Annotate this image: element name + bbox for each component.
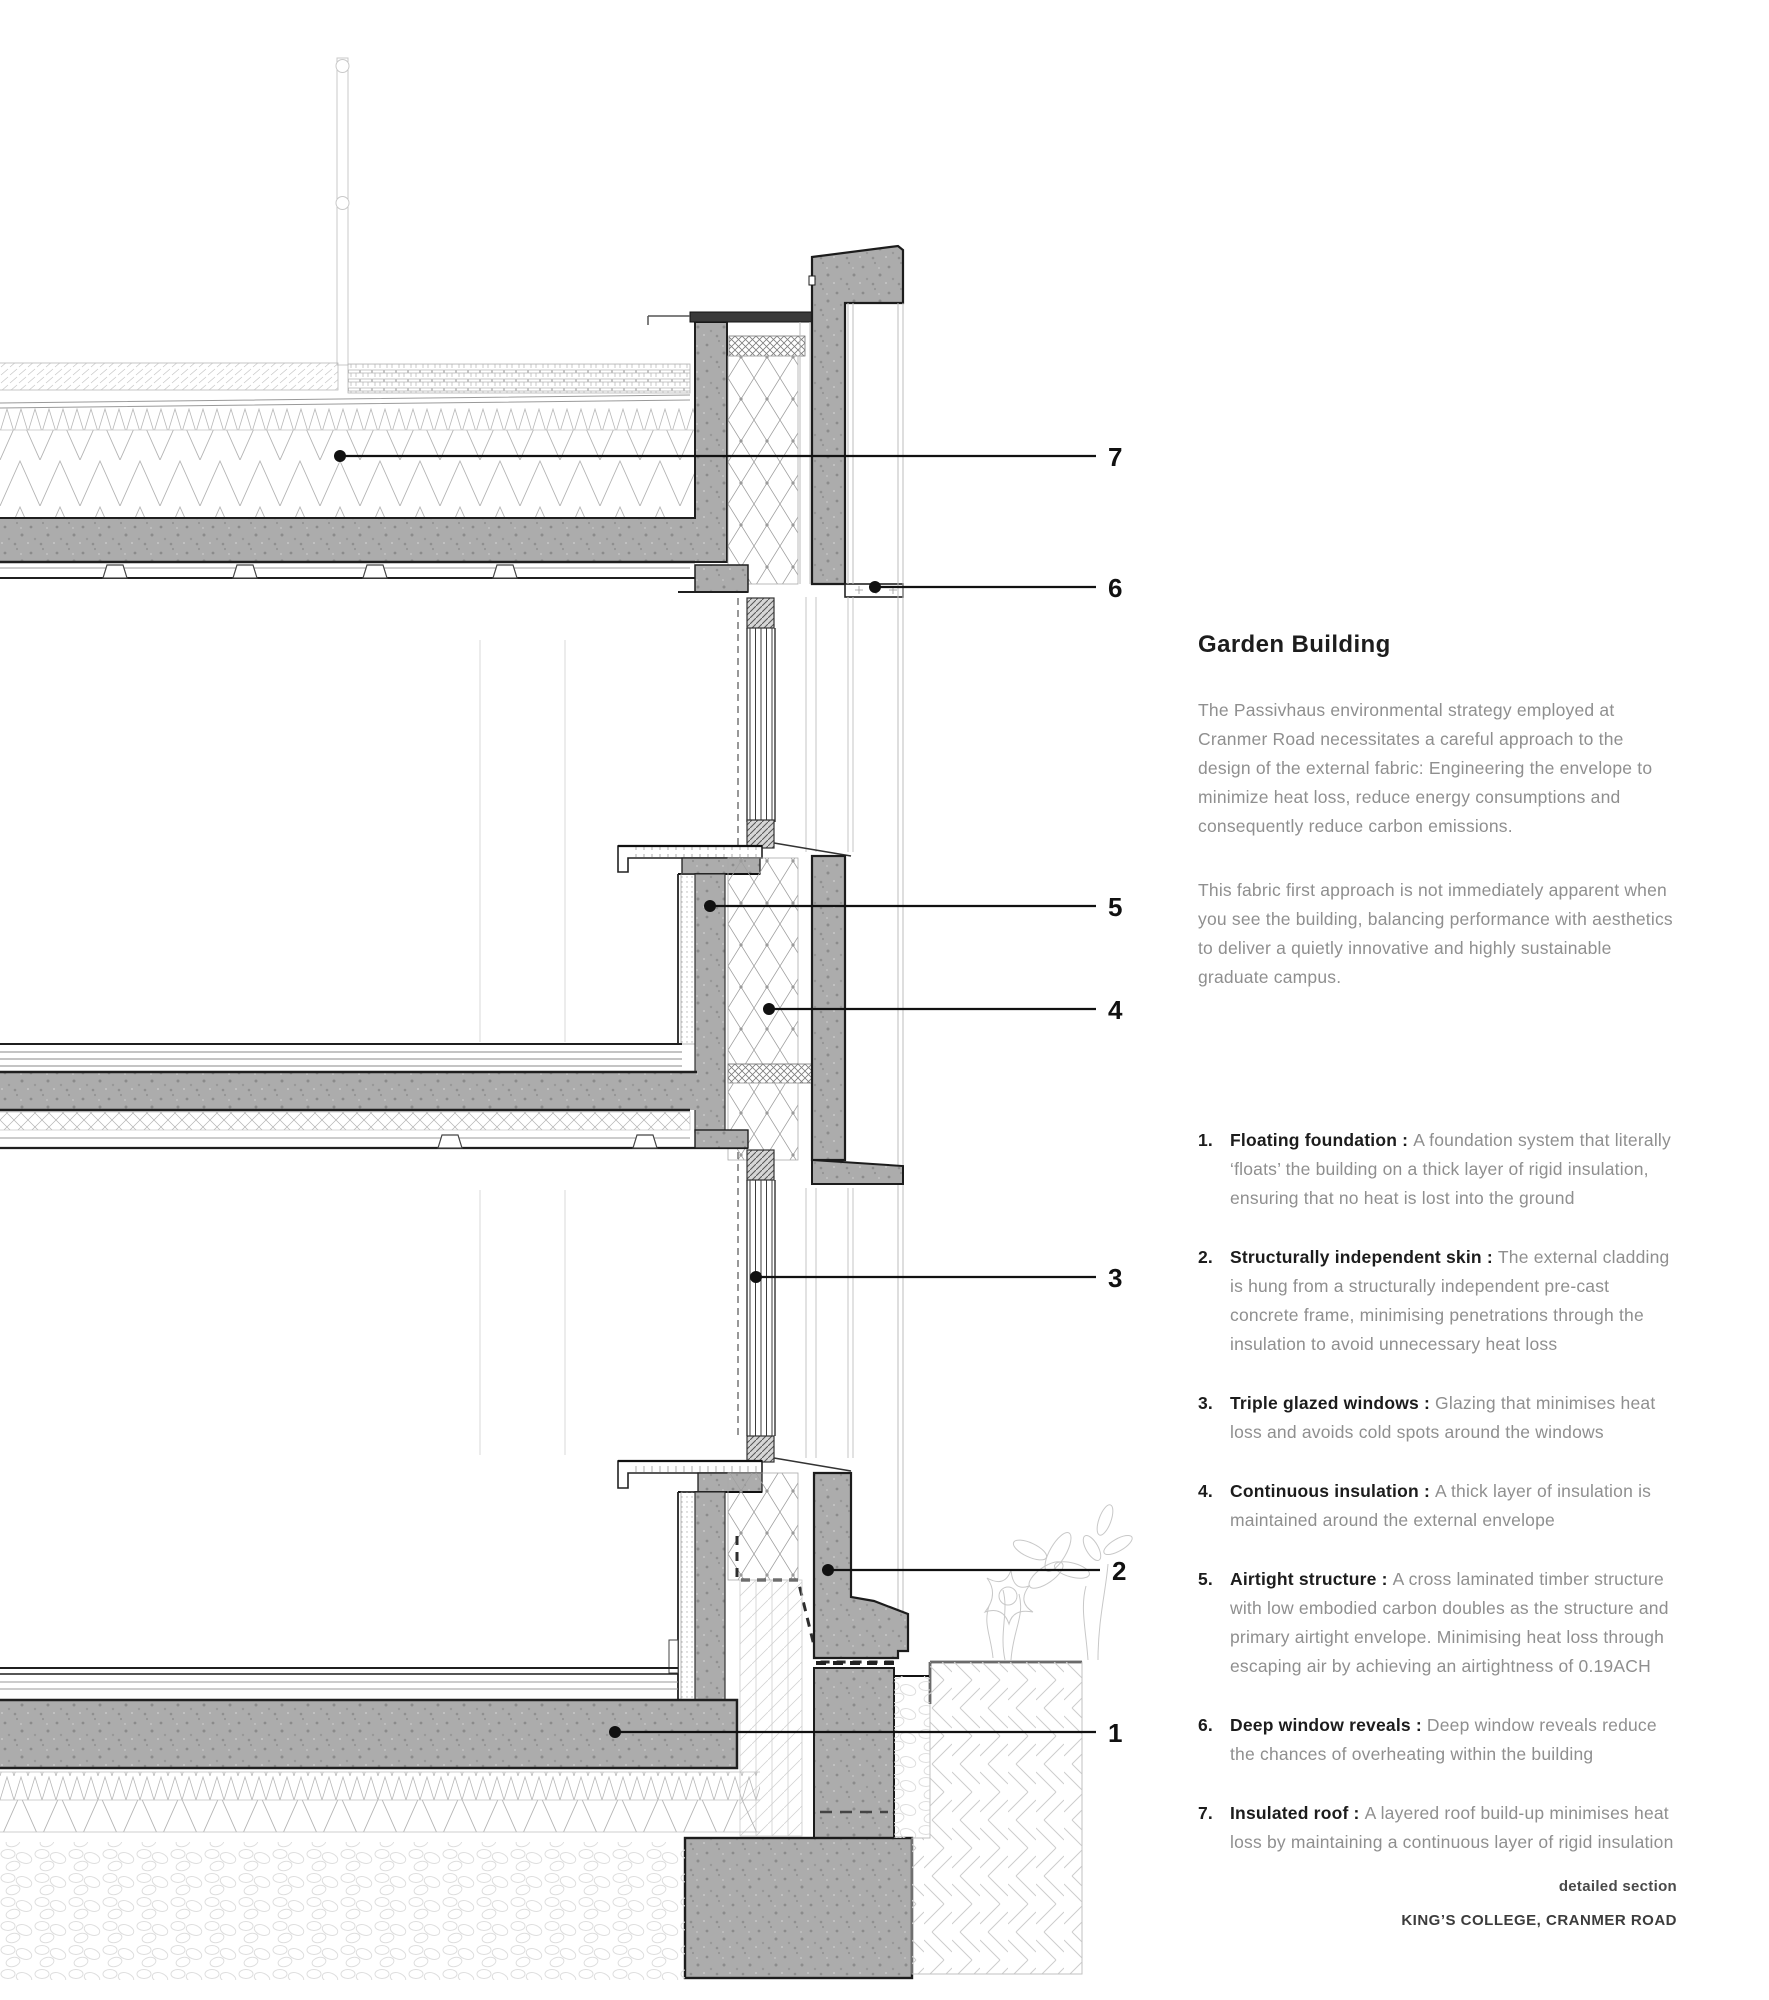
legend-item-1-title: Floating foundation : [1230, 1130, 1409, 1150]
sheet-caption: detailed section [1558, 1878, 1677, 1895]
triple-glazing [750, 628, 772, 822]
legend-item-1-number: 1. [1198, 1130, 1213, 1150]
ground-floor-detail [0, 1458, 1135, 1980]
legend-item-5-title: Airtight structure : [1230, 1569, 1388, 1589]
legend-item-3-desc: Glazing that minimises heat loss and avoids cold spots around the windows [1230, 1393, 1656, 1442]
legend-list [1198, 1126, 1680, 1887]
wall-insulation-mid-upper [728, 858, 798, 1064]
roof-insulation-lower [0, 430, 695, 518]
legend-item-1 [1198, 1126, 1680, 1213]
legend-item-7 [1198, 1799, 1680, 1857]
green-roof-layer [348, 364, 690, 393]
cladding-elevation-lines [848, 303, 903, 1612]
legend-item-6-title: Deep window reveals : [1230, 1715, 1422, 1735]
acoustic-insulation-band [0, 1112, 690, 1130]
roof-insulation-upper [0, 408, 695, 430]
legend-item-6-desc: Deep window reveals reduce the chances of overheating within the building [1230, 1715, 1657, 1764]
reveal-elevation-lines-lower [806, 1188, 853, 1458]
ground-floor-slab [0, 1700, 737, 1768]
intro-paragraph-1: The Passivhaus environmental strategy employed at Cranmer Road necessitates a careful approach to the design of the external fabric: Engineering the envelope to minimize heat loss, reduce energy consumptions and consequently reduce carbon emissions. [1198, 700, 1653, 836]
page-title: Garden Building [1198, 631, 1391, 658]
foundation-pad [685, 1838, 912, 1978]
parapet-cladding [812, 246, 903, 584]
callout-5-label: 5 [1108, 892, 1123, 922]
slab-insulation-lower [0, 1800, 760, 1832]
window-head-frame [747, 598, 774, 628]
legend-item-5-desc: A cross laminated timber structure with low embodied carbon doubles as the structure and primary airtight envelope. Minimising heat loss through escaping air by achieving an airtightness of 0.19ACH [1230, 1569, 1669, 1676]
window-sill-frame-lower [747, 1436, 774, 1462]
lower-window [480, 1152, 853, 1462]
legend-item-4 [1198, 1477, 1680, 1535]
roof-post [336, 58, 349, 365]
intro-paragraph-2: This fabric first approach is not immediately apparent when you see the building, balancing performance with aesthetics to deliver a quietly innovative and highly sustainable graduate campus. [1198, 880, 1673, 987]
callout-6-label: 6 [1108, 573, 1123, 603]
earth-hatch [912, 1662, 1082, 1974]
interior-lining-lower [681, 1492, 695, 1700]
legend-item-3-number: 3. [1198, 1393, 1213, 1413]
legend-item-2-title: Structurally independent skin : [1230, 1247, 1493, 1267]
legend-item-7-title: Insulated roof : [1230, 1803, 1360, 1823]
legend-item-5 [1198, 1565, 1680, 1681]
slab-insulation-upper [0, 1772, 760, 1800]
legend-item-2-desc: The external cladding is hung from a structurally independent pre-cast concrete frame, minimising penetrations through the insulation to avoid unnecessary heat loss [1230, 1247, 1670, 1354]
callout-2-label: 2 [1112, 1556, 1127, 1586]
roof-membrane [0, 395, 690, 408]
callout-4-label: 4 [1108, 995, 1123, 1025]
legend-item-6 [1198, 1711, 1680, 1769]
callout-6 [869, 573, 1122, 603]
legend-item-7-number: 7. [1198, 1803, 1213, 1823]
ceiling-hangers-mid [438, 1135, 657, 1148]
interior-lining [681, 874, 695, 1044]
legend-item-6-number: 6. [1198, 1715, 1213, 1735]
interior-elevation-lines-lower [480, 1190, 565, 1455]
ceiling-hangers-roof [103, 565, 517, 578]
reveal-soffit-mid [812, 1160, 903, 1184]
upstand-capping [690, 312, 812, 322]
callout-3-label: 3 [1108, 1263, 1123, 1293]
reveal-elevation-lines [806, 597, 853, 852]
flashing [648, 316, 690, 325]
project-name: KING’S COLLEGE, CRANMER ROAD [1401, 1912, 1677, 1929]
legend-item-3-title: Triple glazed windows : [1230, 1393, 1431, 1413]
legend-item-7-desc: A layered roof build-up minimises heat loss by maintaining a continuous layer of rigid insulation [1230, 1803, 1674, 1852]
clt-wall [695, 874, 725, 1132]
legend-item-4-title: Continuous insulation : [1230, 1481, 1430, 1501]
wall-insulation-lower [728, 1473, 798, 1580]
window-head-frame-lower [747, 1150, 774, 1180]
legend-item-5-number: 5. [1198, 1569, 1213, 1589]
floor-slab-mid [0, 1072, 697, 1110]
clt-wall-lower [695, 1492, 725, 1700]
legend-item-2-number: 2. [1198, 1247, 1213, 1267]
legend-item-1-desc: A foundation system that literally ‘floats’ the building on a thick layer of rigid insulation, ensuring that no heat is lost into the ground [1230, 1130, 1671, 1208]
window-sill-frame [747, 820, 774, 848]
wall-insulation-roof [728, 356, 798, 584]
cavity-barrier-roof [729, 336, 805, 356]
description-panel [1198, 630, 1680, 1027]
legend-item-2 [1198, 1243, 1680, 1359]
interior-elevation-lines [480, 640, 565, 1042]
gravel-strip [894, 1676, 930, 1838]
legend-item-4-number: 4. [1198, 1481, 1213, 1501]
roof-paving-layer [0, 363, 338, 390]
legend-item-3 [1198, 1389, 1680, 1447]
callout-1-label: 1 [1108, 1718, 1123, 1748]
callout-2 [822, 1556, 1126, 1586]
hardcore-layer [0, 1842, 685, 1980]
legend-item-4-desc: A thick layer of insulation is maintained around the external envelope [1230, 1481, 1652, 1530]
callout-7-label: 7 [1108, 442, 1123, 472]
triple-glazing-lower [750, 1180, 772, 1436]
